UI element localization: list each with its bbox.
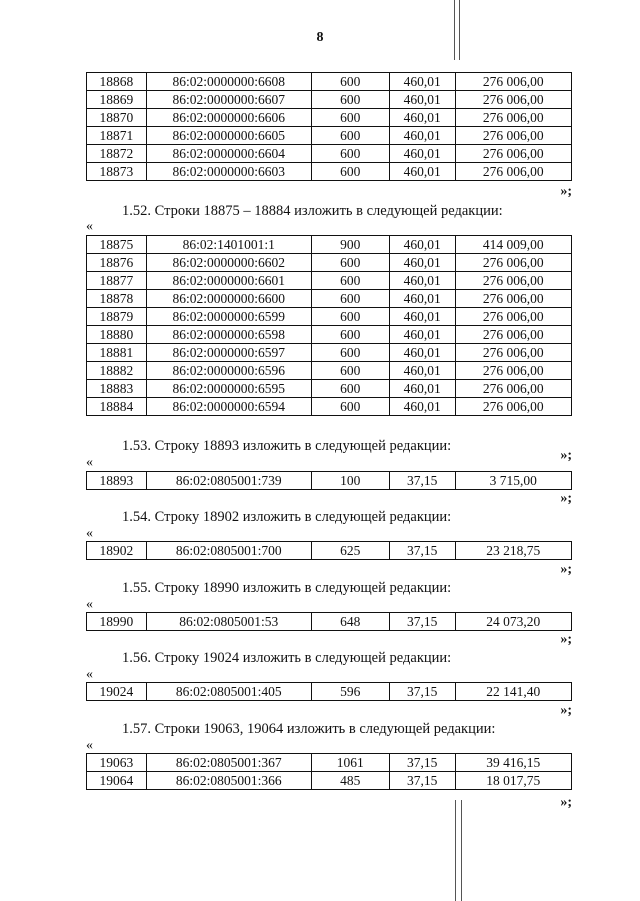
sum-cell: 276 006,00: [455, 254, 571, 272]
area-cell: 600: [311, 290, 389, 308]
rate-cell: 37,15: [389, 613, 455, 631]
sum-cell: 276 006,00: [455, 308, 571, 326]
sum-cell: 3 715,00: [455, 472, 571, 490]
rate-cell: 460,01: [389, 380, 455, 398]
area-cell: 600: [311, 145, 389, 163]
area-cell: 600: [311, 326, 389, 344]
sum-cell: 276 006,00: [455, 91, 571, 109]
area-cell: 600: [311, 254, 389, 272]
cadastral-number-cell: 86:02:0805001:739: [146, 472, 311, 490]
rate-cell: 460,01: [389, 344, 455, 362]
row-number-cell: 18877: [87, 272, 147, 290]
open-quote: «: [86, 219, 93, 234]
close-quote: »;: [560, 703, 572, 718]
section-heading-1-57: 1.57. Строки 19063, 19064 изложить в следующей редакции:: [122, 721, 496, 737]
rate-cell: 460,01: [389, 91, 455, 109]
cadastral-number-cell: 86:02:0805001:405: [146, 683, 311, 701]
open-quote: «: [86, 526, 93, 541]
rate-cell: 460,01: [389, 398, 455, 416]
table-section-1-54: [86, 541, 572, 560]
sum-cell: 276 006,00: [455, 73, 571, 91]
row-number-cell: 18873: [87, 163, 147, 181]
cadastral-number-cell: 86:02:0000000:6599: [146, 308, 311, 326]
open-quote: «: [86, 667, 93, 682]
table-row: [87, 109, 572, 127]
area-cell: 600: [311, 127, 389, 145]
cadastral-number-cell: 86:02:0000000:6595: [146, 380, 311, 398]
row-number-cell: 18883: [87, 380, 147, 398]
close-quote: »;: [560, 562, 572, 577]
table-row: [87, 362, 572, 380]
cadastral-number-cell: 86:02:0805001:366: [146, 772, 311, 790]
table-row: [87, 308, 572, 326]
cadastral-number-cell: 86:02:0000000:6601: [146, 272, 311, 290]
sum-cell: 18 017,75: [455, 772, 571, 790]
sum-cell: 276 006,00: [455, 127, 571, 145]
area-cell: 900: [311, 236, 389, 254]
scan-artifact-line: [455, 800, 456, 901]
rate-cell: 460,01: [389, 145, 455, 163]
row-number-cell: 18884: [87, 398, 147, 416]
rate-cell: 460,01: [389, 73, 455, 91]
sum-cell: 276 006,00: [455, 362, 571, 380]
row-number-cell: 18879: [87, 308, 147, 326]
table-row: [87, 326, 572, 344]
table-section-1-53: [86, 471, 572, 490]
table-row: [87, 236, 572, 254]
cadastral-number-cell: 86:02:0000000:6603: [146, 163, 311, 181]
rate-cell: 37,15: [389, 542, 455, 560]
scan-artifact-line: [461, 800, 462, 901]
cadastral-number-cell: 86:02:0805001:367: [146, 754, 311, 772]
area-cell: 1061: [311, 754, 389, 772]
cadastral-number-cell: 86:02:0000000:6606: [146, 109, 311, 127]
area-cell: 625: [311, 542, 389, 560]
cadastral-number-cell: 86:02:0000000:6594: [146, 398, 311, 416]
row-number-cell: 18870: [87, 109, 147, 127]
open-quote: «: [86, 738, 93, 753]
sum-cell: 276 006,00: [455, 398, 571, 416]
table-row: [87, 254, 572, 272]
close-quote: »;: [560, 491, 572, 506]
area-cell: 596: [311, 683, 389, 701]
section-heading-1-54: 1.54. Строку 18902 изложить в следующей редакции:: [122, 509, 452, 525]
data-table: [86, 235, 572, 416]
rate-cell: 37,15: [389, 772, 455, 790]
row-number-cell: 18881: [87, 344, 147, 362]
table-continuation: [86, 72, 572, 181]
table-row: [87, 91, 572, 109]
page-number: 8: [316, 30, 324, 45]
cadastral-number-cell: 86:02:0000000:6597: [146, 344, 311, 362]
data-table: [86, 682, 572, 701]
table-row: [87, 272, 572, 290]
area-cell: 100: [311, 472, 389, 490]
cadastral-number-cell: 86:02:0805001:53: [146, 613, 311, 631]
row-number-cell: 19063: [87, 754, 147, 772]
row-number-cell: 18893: [87, 472, 147, 490]
table-section-1-52: [86, 235, 572, 416]
section-heading-1-52: 1.52. Строки 18875 – 18884 изложить в следующей редакции:: [122, 203, 503, 219]
area-cell: 600: [311, 362, 389, 380]
table-row: [87, 344, 572, 362]
rate-cell: 460,01: [389, 236, 455, 254]
table-row: [87, 398, 572, 416]
rate-cell: 460,01: [389, 290, 455, 308]
area-cell: 600: [311, 163, 389, 181]
area-cell: 600: [311, 344, 389, 362]
data-table: [86, 541, 572, 560]
sum-cell: 414 009,00: [455, 236, 571, 254]
cadastral-number-cell: 86:02:0000000:6607: [146, 91, 311, 109]
section-heading-1-53: 1.53. Строку 18893 изложить в следующей редакции:: [122, 438, 452, 454]
row-number-cell: 18990: [87, 613, 147, 631]
cadastral-number-cell: 86:02:1401001:1: [146, 236, 311, 254]
table-row: [87, 73, 572, 91]
row-number-cell: 18872: [87, 145, 147, 163]
table-row: [87, 542, 572, 560]
table-row: [87, 754, 572, 772]
sum-cell: 276 006,00: [455, 344, 571, 362]
rate-cell: 460,01: [389, 362, 455, 380]
row-number-cell: 18902: [87, 542, 147, 560]
table-row: [87, 163, 572, 181]
cadastral-number-cell: 86:02:0000000:6604: [146, 145, 311, 163]
table-row: [87, 145, 572, 163]
row-number-cell: 18875: [87, 236, 147, 254]
row-number-cell: 18871: [87, 127, 147, 145]
close-quote: »;: [560, 632, 572, 647]
rate-cell: 460,01: [389, 308, 455, 326]
rate-cell: 460,01: [389, 127, 455, 145]
area-cell: 485: [311, 772, 389, 790]
area-cell: 600: [311, 380, 389, 398]
open-quote: «: [86, 597, 93, 612]
area-cell: 600: [311, 308, 389, 326]
sum-cell: 276 006,00: [455, 163, 571, 181]
area-cell: 600: [311, 272, 389, 290]
table-row: [87, 127, 572, 145]
table-row: [87, 290, 572, 308]
data-table: [86, 72, 572, 181]
table-section-1-56: [86, 682, 572, 701]
area-cell: 648: [311, 613, 389, 631]
sum-cell: 276 006,00: [455, 326, 571, 344]
sum-cell: 276 006,00: [455, 380, 571, 398]
rate-cell: 460,01: [389, 109, 455, 127]
area-cell: 600: [311, 91, 389, 109]
area-cell: 600: [311, 109, 389, 127]
sum-cell: 39 416,15: [455, 754, 571, 772]
cadastral-number-cell: 86:02:0000000:6605: [146, 127, 311, 145]
table-row: [87, 380, 572, 398]
area-cell: 600: [311, 73, 389, 91]
sum-cell: 24 073,20: [455, 613, 571, 631]
cadastral-number-cell: 86:02:0000000:6600: [146, 290, 311, 308]
data-table: [86, 753, 572, 790]
rate-cell: 37,15: [389, 754, 455, 772]
section-heading-1-55: 1.55. Строку 18990 изложить в следующей редакции:: [122, 580, 452, 596]
rate-cell: 460,01: [389, 272, 455, 290]
table-row: [87, 472, 572, 490]
close-quote: »;: [560, 184, 572, 199]
sum-cell: 23 218,75: [455, 542, 571, 560]
cadastral-number-cell: 86:02:0000000:6596: [146, 362, 311, 380]
rate-cell: 37,15: [389, 683, 455, 701]
table-section-1-57: [86, 753, 572, 790]
table-row: [87, 613, 572, 631]
row-number-cell: 18869: [87, 91, 147, 109]
section-heading-1-56: 1.56. Строку 19024 изложить в следующей редакции:: [122, 650, 452, 666]
table-section-1-55: [86, 612, 572, 631]
cadastral-number-cell: 86:02:0000000:6598: [146, 326, 311, 344]
cadastral-number-cell: 86:02:0000000:6608: [146, 73, 311, 91]
row-number-cell: 19024: [87, 683, 147, 701]
row-number-cell: 18880: [87, 326, 147, 344]
cadastral-number-cell: 86:02:0805001:700: [146, 542, 311, 560]
sum-cell: 276 006,00: [455, 272, 571, 290]
data-table: [86, 471, 572, 490]
row-number-cell: 18876: [87, 254, 147, 272]
cadastral-number-cell: 86:02:0000000:6602: [146, 254, 311, 272]
close-quote: »;: [560, 448, 572, 463]
rate-cell: 460,01: [389, 254, 455, 272]
sum-cell: 276 006,00: [455, 145, 571, 163]
sum-cell: 276 006,00: [455, 109, 571, 127]
row-number-cell: 18882: [87, 362, 147, 380]
rate-cell: 460,01: [389, 163, 455, 181]
rate-cell: 37,15: [389, 472, 455, 490]
area-cell: 600: [311, 398, 389, 416]
row-number-cell: 18878: [87, 290, 147, 308]
row-number-cell: 18868: [87, 73, 147, 91]
table-row: [87, 772, 572, 790]
sum-cell: 22 141,40: [455, 683, 571, 701]
data-table: [86, 612, 572, 631]
table-row: [87, 683, 572, 701]
sum-cell: 276 006,00: [455, 290, 571, 308]
close-quote: »;: [560, 795, 572, 810]
rate-cell: 460,01: [389, 326, 455, 344]
row-number-cell: 19064: [87, 772, 147, 790]
open-quote: «: [86, 455, 93, 470]
